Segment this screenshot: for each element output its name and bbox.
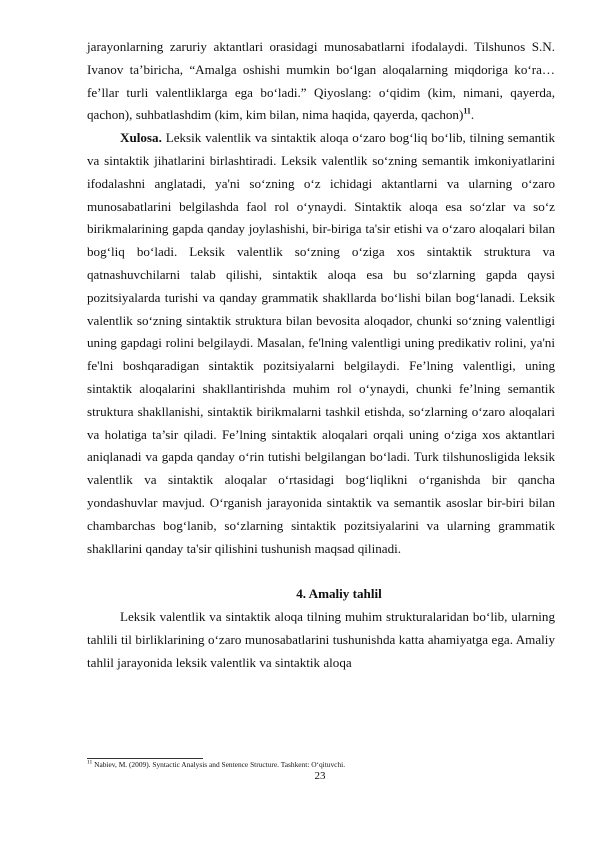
- paragraph-practical: Leksik valentlik va sintaktik aloqa tilning muhim strukturalaridan bo‘lib, ularning tahlili til birliklarining o‘zaro munosabatlarini tushunishda katta ahamiyatga ega. Amaliy tahlil jarayonida leksik valentlik va sintaktik aloqa: [87, 609, 555, 670]
- document-body: [87, 36, 555, 675]
- footnote-number: 11: [87, 759, 93, 766]
- paragraph-intro-end: .: [470, 107, 475, 123]
- page-number: 23: [314, 770, 326, 782]
- footnote-reference[interactable]: 11: [463, 107, 471, 117]
- footnote-text: Nabiev, M. (2009). Syntactic Analysis and Sentence Structure. Tashkent: O‘qituvchi.: [92, 760, 346, 769]
- paragraph-conclusion: [87, 127, 555, 560]
- section-spacer: [87, 560, 555, 583]
- footnote: [87, 760, 555, 770]
- conclusion-label: Xulosa.: [120, 130, 162, 146]
- conclusion-text: Leksik valentlik va sintaktik aloqa o‘zaro bog‘liq bo‘lib, tilning semantik va sintaktik jihatlarini birlashtiradi. Leksik valentlik so‘zning semantik imkoniyatlarini ifodalashni anglatadi, ya'ni so‘zning o‘z ichidagi aktantlarni va ularning o‘zaro munosabatlarini belgilashda faol rol o‘ynaydi. Sintaktik aloqa esa so‘zlar va so‘z birikmalarining gapda qanday joylashishi, bir-biriga ta'sir etishi va o‘zaro aloqalari bilan bog‘liq bo‘ladi. Leksik valentlik so‘zning o‘ziga xos sintaktik struktura va qatnashuvchilarni talab qilishi, sintaktik aloqa esa bu so‘zlarning gapda qaysi pozitsiyalarda turishi va qanday grammatik shakllarda bo‘lishi bilan bog‘lanadi. Leksik valentlik so‘zning sintaktik struktura bilan bevosita aloqador, chunki so‘zning valentligi uning gapdagi rolini belgilaydi. Masalan, fe'lning valentligi uning predikativ rolini, ya'ni fe'lni boshqaradigan sintaktik pozitsiyalarni belgilaydi. Fe’lning valentligi, uning sintaktik aloqalarini shakllantirishda muhim rol o‘ynaydi, chunki fe’lning semantik struktura shakllanishi, sintaktik birikmalarni tashkil etishda, so‘zlarning o‘zaro aloqalari va holatiga ta’sir qiladi. Fe’lning sintaktik aloqalari orqali uning o‘ziga xos aktantlari aniqlanadi va gapda qanday o‘rin tutishi belgilangan bo‘ladi. Turk tilshunosligida leksik valentlik va sintaktik aloqalar o‘rtasidagi bog‘liqlikni o‘rganishda bir qancha yondashuvlar mavjud. O‘rganish jarayonida sintaktik va semantik asoslar bir-biri bilan chambarchas bog‘lanib, so‘zlarning sintaktik pozitsiyalarini va ularning grammatik shakllarini qanday ta'sir qilishini tushunish maqsad qilinadi.: [87, 130, 555, 556]
- footnote-divider: [87, 758, 203, 759]
- paragraph-intro-text: jarayonlarning zaruriy aktantlari orasidagi munosabatlarni ifodalaydi. Tilshunos S.N. Ivanov ta’biricha, “Amalga oshishi mumkin bo‘lgan aloqalarning miqdoriga ko‘ra… fe’llar turli valentliklarga ega bo‘ladi.” Qiyoslang: o‘qidim (kim, nimani, qayerda, qachon), suhbatlashdim (kim, kim bilan, nima haqida, qayerda, qachon): [87, 39, 555, 123]
- paragraph-intro: [87, 36, 555, 127]
- section-heading: 4. Amaliy tahlil: [296, 586, 382, 602]
